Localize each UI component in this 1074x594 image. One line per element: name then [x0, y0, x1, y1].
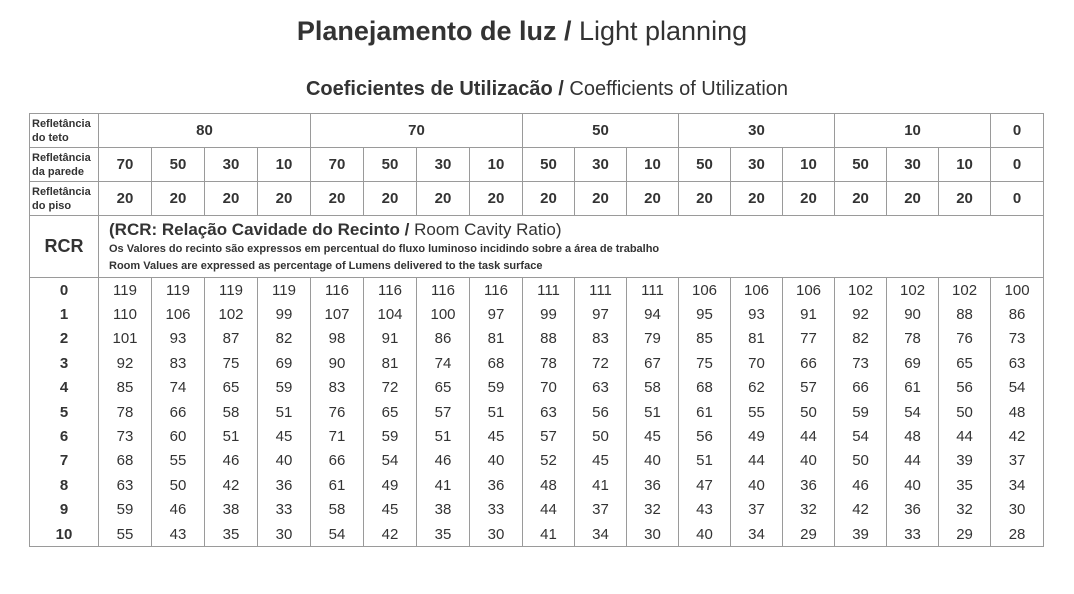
coefficient-cell: 111 [523, 278, 575, 303]
coefficient-cell: 71 [311, 424, 364, 448]
coefficient-cell: 83 [152, 351, 205, 375]
coefficient-cell: 48 [991, 400, 1044, 424]
coefficient-cell: 116 [417, 278, 470, 303]
coefficient-cell: 30 [991, 498, 1044, 522]
coefficient-cell: 35 [417, 522, 470, 547]
rcr-value: 2 [30, 327, 99, 351]
coefficient-cell: 55 [152, 449, 205, 473]
coefficient-cell: 66 [311, 449, 364, 473]
coefficient-cell: 46 [417, 449, 470, 473]
coefficients-table [29, 113, 1044, 547]
coefficient-cell: 41 [575, 473, 627, 497]
ceiling-value: 0 [991, 114, 1044, 148]
coefficient-cell: 47 [679, 473, 731, 497]
coefficient-cell: 59 [364, 424, 417, 448]
coefficient-cell: 37 [991, 449, 1044, 473]
coefficient-cell: 36 [258, 473, 311, 497]
coefficient-cell: 87 [205, 327, 258, 351]
coefficient-cell: 50 [939, 400, 991, 424]
floor-value: 20 [731, 182, 783, 216]
coefficient-cell: 78 [99, 400, 152, 424]
coefficient-cell: 59 [470, 376, 523, 400]
floor-value: 20 [575, 182, 627, 216]
coefficient-cell: 76 [939, 327, 991, 351]
rcr-value: 10 [30, 522, 99, 547]
coefficient-cell: 100 [417, 302, 470, 326]
floor-value: 20 [783, 182, 835, 216]
floor-value: 20 [470, 182, 523, 216]
ceiling-reflectance-label: Refletância do teto [30, 114, 99, 148]
coefficient-cell: 106 [152, 302, 205, 326]
wall-value: 10 [783, 148, 835, 182]
coefficient-cell: 42 [205, 473, 258, 497]
coefficient-cell: 97 [575, 302, 627, 326]
coefficient-cell: 54 [835, 424, 887, 448]
rcr-value: 3 [30, 351, 99, 375]
coefficient-cell: 73 [991, 327, 1044, 351]
coefficient-cell: 73 [835, 351, 887, 375]
coefficients-data [30, 278, 1044, 547]
coefficient-cell: 54 [364, 449, 417, 473]
coefficient-cell: 65 [205, 376, 258, 400]
coefficient-cell: 69 [258, 351, 311, 375]
rcr-value: 6 [30, 424, 99, 448]
coefficient-cell: 68 [99, 449, 152, 473]
coefficient-cell: 102 [835, 278, 887, 303]
coefficient-cell: 30 [258, 522, 311, 547]
floor-value: 20 [887, 182, 939, 216]
wall-value: 10 [258, 148, 311, 182]
rcr-value: 5 [30, 400, 99, 424]
coefficient-cell: 44 [783, 424, 835, 448]
coefficient-cell: 41 [417, 473, 470, 497]
coefficient-cell: 90 [311, 351, 364, 375]
wall-value: 30 [575, 148, 627, 182]
coefficient-cell: 55 [99, 522, 152, 547]
coefficient-cell: 34 [731, 522, 783, 547]
coefficient-cell: 110 [99, 302, 152, 326]
coefficient-cell: 76 [311, 400, 364, 424]
coefficient-cell: 45 [575, 449, 627, 473]
coefficient-cell: 28 [991, 522, 1044, 547]
floor-value: 20 [258, 182, 311, 216]
coefficient-cell: 73 [99, 424, 152, 448]
coefficient-cell: 59 [258, 376, 311, 400]
coefficient-cell: 116 [311, 278, 364, 303]
coefficient-cell: 55 [731, 400, 783, 424]
coefficient-cell: 86 [991, 302, 1044, 326]
coefficient-cell: 82 [258, 327, 311, 351]
coefficient-cell: 40 [887, 473, 939, 497]
coefficient-cell: 50 [575, 424, 627, 448]
coefficient-cell: 57 [417, 400, 470, 424]
ceiling-reflectance-row [30, 114, 1044, 148]
coefficient-cell: 63 [575, 376, 627, 400]
coefficient-cell: 59 [835, 400, 887, 424]
coefficient-cell: 83 [311, 376, 364, 400]
coefficient-cell: 75 [205, 351, 258, 375]
coefficient-cell: 106 [783, 278, 835, 303]
coefficient-cell: 32 [783, 498, 835, 522]
coefficient-cell: 65 [939, 351, 991, 375]
coefficient-cell: 49 [364, 473, 417, 497]
coefficient-cell: 82 [835, 327, 887, 351]
coefficient-cell: 68 [679, 376, 731, 400]
coefficient-cell: 58 [205, 400, 258, 424]
wall-value: 10 [627, 148, 679, 182]
coefficient-cell: 119 [258, 278, 311, 303]
coefficient-cell: 37 [575, 498, 627, 522]
coefficient-cell: 62 [731, 376, 783, 400]
wall-value: 30 [731, 148, 783, 182]
wall-value: 50 [364, 148, 417, 182]
table-subtitle: Coeficientes de Utilizacão / Coefficients of Utilization [305, 78, 789, 100]
coefficient-cell: 81 [364, 351, 417, 375]
rcr-description-en: Room Values are expressed as percentage of Lumens delivered to the task surface [109, 260, 543, 272]
coefficient-cell: 32 [627, 498, 679, 522]
coefficient-cell: 40 [470, 449, 523, 473]
coefficient-cell: 54 [311, 522, 364, 547]
coefficient-cell: 51 [258, 400, 311, 424]
coefficient-cell: 29 [939, 522, 991, 547]
coefficient-cell: 93 [152, 327, 205, 351]
rcr-value: 1 [30, 302, 99, 326]
table-row [30, 522, 1044, 547]
wall-value: 30 [887, 148, 939, 182]
coefficient-cell: 92 [99, 351, 152, 375]
coefficient-cell: 30 [627, 522, 679, 547]
coefficient-cell: 51 [679, 449, 731, 473]
coefficient-cell: 44 [731, 449, 783, 473]
coefficient-cell: 74 [152, 376, 205, 400]
coefficient-cell: 97 [470, 302, 523, 326]
coefficient-cell: 106 [731, 278, 783, 303]
coefficient-cell: 58 [627, 376, 679, 400]
coefficient-cell: 98 [311, 327, 364, 351]
table-row [30, 327, 1044, 351]
coefficient-cell: 86 [417, 327, 470, 351]
coefficient-cell: 60 [152, 424, 205, 448]
coefficient-cell: 102 [939, 278, 991, 303]
coefficient-cell: 54 [991, 376, 1044, 400]
wall-value: 70 [99, 148, 152, 182]
ceiling-value: 10 [835, 114, 991, 148]
table-row [30, 424, 1044, 448]
coefficient-cell: 119 [205, 278, 258, 303]
coefficient-cell: 88 [939, 302, 991, 326]
rcr-value: 7 [30, 449, 99, 473]
coefficient-cell: 116 [364, 278, 417, 303]
coefficient-cell: 44 [939, 424, 991, 448]
coefficient-cell: 35 [939, 473, 991, 497]
coefficient-cell: 50 [152, 473, 205, 497]
table-row [30, 473, 1044, 497]
coefficient-cell: 43 [679, 498, 731, 522]
coefficient-cell: 33 [470, 498, 523, 522]
coefficient-cell: 85 [99, 376, 152, 400]
rcr-label: RCR [30, 216, 99, 278]
coefficient-cell: 40 [258, 449, 311, 473]
coefficient-cell: 45 [258, 424, 311, 448]
coefficient-cell: 70 [731, 351, 783, 375]
coefficient-cell: 43 [152, 522, 205, 547]
coefficient-cell: 45 [470, 424, 523, 448]
wall-value: 50 [679, 148, 731, 182]
coefficient-cell: 56 [679, 424, 731, 448]
wall-value: 10 [939, 148, 991, 182]
coefficient-cell: 81 [731, 327, 783, 351]
table-row [30, 498, 1044, 522]
floor-value: 20 [205, 182, 258, 216]
coefficient-cell: 33 [887, 522, 939, 547]
coefficient-cell: 69 [887, 351, 939, 375]
coefficient-cell: 85 [679, 327, 731, 351]
coefficient-cell: 67 [627, 351, 679, 375]
coefficient-cell: 35 [205, 522, 258, 547]
coefficient-cell: 36 [783, 473, 835, 497]
floor-value: 20 [627, 182, 679, 216]
coefficient-cell: 72 [364, 376, 417, 400]
table-row [30, 376, 1044, 400]
floor-value: 20 [364, 182, 417, 216]
coefficient-cell: 66 [152, 400, 205, 424]
coefficient-cell: 90 [887, 302, 939, 326]
ceiling-value: 50 [523, 114, 679, 148]
rcr-value: 8 [30, 473, 99, 497]
wall-value: 50 [523, 148, 575, 182]
coefficient-cell: 79 [627, 327, 679, 351]
coefficient-cell: 78 [887, 327, 939, 351]
floor-value: 20 [835, 182, 887, 216]
coefficient-cell: 77 [783, 327, 835, 351]
floor-value: 20 [311, 182, 364, 216]
coefficient-cell: 42 [835, 498, 887, 522]
coefficient-cell: 51 [417, 424, 470, 448]
coefficient-cell: 65 [417, 376, 470, 400]
coefficient-cell: 41 [523, 522, 575, 547]
coefficient-cell: 57 [783, 376, 835, 400]
coefficient-cell: 99 [523, 302, 575, 326]
coefficient-cell: 94 [627, 302, 679, 326]
rcr-description [99, 216, 1044, 278]
coefficient-cell: 44 [887, 449, 939, 473]
coefficient-cell: 30 [470, 522, 523, 547]
coefficient-cell: 46 [205, 449, 258, 473]
floor-value: 20 [417, 182, 470, 216]
coefficient-cell: 83 [575, 327, 627, 351]
coefficient-cell: 54 [887, 400, 939, 424]
ceiling-value: 70 [311, 114, 523, 148]
coefficient-cell: 119 [152, 278, 205, 303]
coefficient-cell: 99 [258, 302, 311, 326]
ceiling-value: 80 [99, 114, 311, 148]
coefficient-cell: 111 [627, 278, 679, 303]
coefficient-cell: 50 [835, 449, 887, 473]
coefficient-cell: 56 [575, 400, 627, 424]
coefficient-cell: 49 [731, 424, 783, 448]
coefficient-cell: 51 [205, 424, 258, 448]
coefficient-cell: 45 [364, 498, 417, 522]
wall-value: 0 [991, 148, 1044, 182]
coefficient-cell: 32 [939, 498, 991, 522]
rcr-description-pt: Os Valores do recinto são expressos em percentual do fluxo luminoso incidindo sobre a área de trabalho [109, 243, 660, 255]
coefficient-cell: 50 [783, 400, 835, 424]
wall-value: 50 [835, 148, 887, 182]
coefficient-cell: 46 [152, 498, 205, 522]
floor-value: 0 [991, 182, 1044, 216]
floor-reflectance-label: Refletância do piso [30, 182, 99, 216]
coefficient-cell: 58 [311, 498, 364, 522]
coefficient-cell: 57 [523, 424, 575, 448]
coefficient-cell: 74 [417, 351, 470, 375]
wall-value: 30 [417, 148, 470, 182]
coefficient-cell: 61 [311, 473, 364, 497]
coefficient-cell: 36 [470, 473, 523, 497]
coefficient-cell: 72 [575, 351, 627, 375]
coefficient-cell: 48 [887, 424, 939, 448]
coefficient-cell: 66 [835, 376, 887, 400]
wall-value: 70 [311, 148, 364, 182]
coefficient-cell: 78 [523, 351, 575, 375]
coefficient-cell: 34 [991, 473, 1044, 497]
table-row [30, 449, 1044, 473]
rcr-header-row [30, 216, 1044, 278]
table-row [30, 278, 1044, 303]
wall-reflectance-row [30, 148, 1044, 182]
coefficient-cell: 48 [523, 473, 575, 497]
coefficient-cell: 42 [364, 522, 417, 547]
coefficient-cell: 102 [887, 278, 939, 303]
floor-reflectance-row [30, 182, 1044, 216]
ceiling-value: 30 [679, 114, 835, 148]
coefficient-cell: 92 [835, 302, 887, 326]
coefficient-cell: 68 [470, 351, 523, 375]
coefficient-cell: 63 [523, 400, 575, 424]
coefficient-cell: 61 [887, 376, 939, 400]
coefficient-cell: 59 [99, 498, 152, 522]
coefficient-cell: 91 [783, 302, 835, 326]
rcr-value: 0 [30, 278, 99, 303]
coefficient-cell: 40 [679, 522, 731, 547]
coefficient-cell: 36 [887, 498, 939, 522]
coefficient-cell: 101 [99, 327, 152, 351]
coefficient-cell: 33 [258, 498, 311, 522]
coefficient-cell: 104 [364, 302, 417, 326]
floor-value: 20 [939, 182, 991, 216]
coefficient-cell: 56 [939, 376, 991, 400]
coefficient-cell: 46 [835, 473, 887, 497]
coefficient-cell: 111 [575, 278, 627, 303]
wall-value: 50 [152, 148, 205, 182]
coefficient-cell: 38 [417, 498, 470, 522]
coefficient-cell: 36 [627, 473, 679, 497]
coefficient-cell: 70 [523, 376, 575, 400]
coefficient-cell: 45 [627, 424, 679, 448]
coefficient-cell: 29 [783, 522, 835, 547]
coefficient-cell: 107 [311, 302, 364, 326]
coefficient-cell: 40 [627, 449, 679, 473]
coefficient-cell: 88 [523, 327, 575, 351]
coefficient-cell: 91 [364, 327, 417, 351]
coefficient-cell: 51 [470, 400, 523, 424]
coefficient-cell: 44 [523, 498, 575, 522]
coefficient-cell: 63 [99, 473, 152, 497]
coefficient-cell: 102 [205, 302, 258, 326]
coefficient-cell: 81 [470, 327, 523, 351]
rcr-value: 4 [30, 376, 99, 400]
coefficient-cell: 66 [783, 351, 835, 375]
coefficient-cell: 40 [783, 449, 835, 473]
coefficient-cell: 39 [939, 449, 991, 473]
coefficient-cell: 116 [470, 278, 523, 303]
floor-value: 20 [523, 182, 575, 216]
coefficient-cell: 61 [679, 400, 731, 424]
coefficient-cell: 39 [835, 522, 887, 547]
coefficient-cell: 106 [679, 278, 731, 303]
floor-value: 20 [99, 182, 152, 216]
wall-reflectance-label: Refletância da parede [30, 148, 99, 182]
coefficient-cell: 100 [991, 278, 1044, 303]
coefficient-cell: 34 [575, 522, 627, 547]
coefficient-cell: 38 [205, 498, 258, 522]
coefficient-cell: 51 [627, 400, 679, 424]
table-row [30, 400, 1044, 424]
wall-value: 10 [470, 148, 523, 182]
coefficient-cell: 63 [991, 351, 1044, 375]
coefficient-cell: 52 [523, 449, 575, 473]
coefficient-cell: 93 [731, 302, 783, 326]
coefficient-cell: 65 [364, 400, 417, 424]
floor-value: 20 [152, 182, 205, 216]
rcr-value: 9 [30, 498, 99, 522]
coefficient-cell: 95 [679, 302, 731, 326]
wall-value: 30 [205, 148, 258, 182]
table-row [30, 302, 1044, 326]
coefficient-cell: 75 [679, 351, 731, 375]
coefficient-cell: 42 [991, 424, 1044, 448]
table-row [30, 351, 1044, 375]
coefficient-cell: 119 [99, 278, 152, 303]
coefficient-cell: 40 [731, 473, 783, 497]
coefficient-cell: 37 [731, 498, 783, 522]
floor-value: 20 [679, 182, 731, 216]
rcr-description-title: (RCR: Relação Cavidade do Recinto / Room Cavity Ratio) [109, 220, 562, 239]
page-title: Planejamento de luz / Light planning [296, 16, 748, 46]
